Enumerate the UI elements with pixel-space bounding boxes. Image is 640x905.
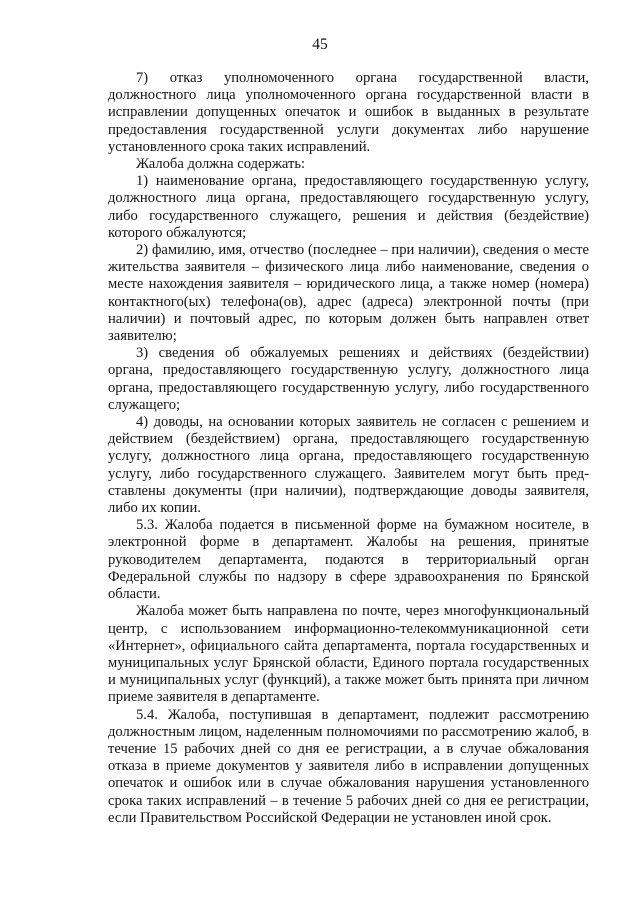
paragraph-item-3: 3) сведения об обжалуемых решениях и действиях (бездействии) органа, предоставляющего государственную услугу, должностного лица органа, предоставляющего государственную услугу, либо государственного служащего; — [108, 345, 589, 413]
paragraph-item-4: 4) доводы, на основании которых заявитель не согласен с решением и действием (бездействием) органа, предоставляющего государственную услугу, должностного лица органа, предоставляющего государственную услугу, либо государственного служащего. Заявителем могут быть представлены документы (при наличии), подтверждающие доводы заявителя, либо их копии. — [108, 414, 589, 517]
page-number: 45 — [312, 36, 328, 53]
paragraph-section-5-3: 5.3. Жалоба подается в письменной форме на бумажном носителе, в электронной форме в департамент. Жалобы на решения, принятые руководителем департамента, подаются в территориальный орган Федеральной службы по надзору в сфере здравоохранения по Брянской области. — [108, 517, 589, 603]
paragraph-item-2: 2) фамилию, имя, отчество (последнее – при наличии), сведения о месте жительства заявителя – физического лица либо наименование, сведения о месте нахождения заявителя – юридического лица, а также номер (номера) контактного(ых) телефона(ов), адрес (адреса) электронной почты (при наличии) и почтовый адрес, по которым должен быть направлен ответ заявителю; — [108, 242, 589, 345]
paragraph-item-7: 7) отказ уполномоченного органа государственной власти, должностного лица уполномоченного органа государственной власти в исправлении допущенных опечаток и ошибок в выданных в результате предоставления государственной услуги документах либо нарушение установленного срока таких исправлений. — [108, 70, 589, 155]
paragraph-complaint-contents-intro: Жалоба должна содержать: — [136, 156, 306, 173]
body-text — [108, 70, 589, 827]
paragraph-item-1: 1) наименование органа, предоставляющего государственную услугу, должностного лица органа, предоставляющего государственную услугу, либо государственного служащего, решения и действия (бездействие) которого обжалуются; — [108, 173, 589, 241]
paragraph-complaint-channels: Жалоба может быть направлена по почте, через многофункциональный центр, с использованием информационно-телекоммуникационной сети «Интернет», официального сайта департамента, портала государственных и муниципальных услуг Брянской области, Единого портала государственных и муниципальных услуг (функций), а также может быть принята при личном приеме заявителя в департаменте. — [108, 603, 589, 706]
paragraph-section-5-4: 5.4. Жалоба, поступившая в департамент, подлежит рассмотрению должностным лицом, наделенным полномочиями по рассмотрению жалоб, в течение 15 рабочих дней со дня ее регистрации, а в случае обжалования отказа в приеме документов у заявителя либо в исправлении допущенных опечаток и ошибок или в случае обжалования нарушения установленного срока таких исправлений – в течение 5 рабочих дней со дня ее регистрации, если Правительством Российской Федерации не установлен иной срок. — [108, 706, 589, 826]
